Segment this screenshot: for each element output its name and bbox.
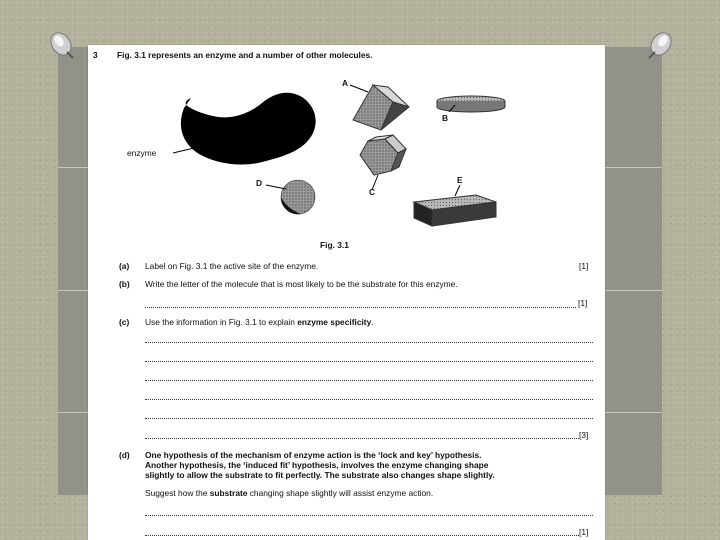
- part-b-marks: [1]: [578, 298, 588, 308]
- pushpin-right-icon: [645, 30, 675, 60]
- part-d-line-1: One hypothesis of the mechanism of enzyme action is the ‘lock and key’ hypothesis.: [145, 450, 482, 460]
- exam-sheet: [88, 45, 605, 540]
- figure-label-enzyme: enzyme: [127, 148, 157, 158]
- part-d-label: (d): [119, 450, 130, 460]
- part-d-line-3: slightly to allow the substrate to fit perfectly. The substrate also changes shape slightly.: [145, 470, 495, 480]
- part-a-label: (a): [119, 261, 130, 271]
- answer-line[interactable]: [145, 535, 579, 536]
- part-c-label: (c): [119, 317, 130, 327]
- pushpin-left-icon: [47, 30, 77, 60]
- figure-label-e: E: [457, 175, 463, 185]
- question-number: 3: [93, 50, 98, 60]
- answer-line[interactable]: [145, 342, 593, 343]
- part-b-text: Write the letter of the molecule that is most likely to be the substrate for this enzyme.: [145, 279, 458, 289]
- figure-3-1-drawing: [88, 45, 605, 245]
- part-a-text: Label on Fig. 3.1 the active site of the enzyme.: [145, 261, 319, 271]
- answer-line[interactable]: [145, 515, 593, 516]
- part-c-marks: [3]: [579, 430, 589, 440]
- part-d-line-2: Another hypothesis, the ‘induced fit’ hypothesis, involves the enzyme changing shape: [145, 460, 489, 470]
- question-intro: Fig. 3.1 represents an enzyme and a number of other molecules.: [117, 50, 373, 60]
- enzyme-pointer: [173, 148, 194, 153]
- answer-line[interactable]: [145, 307, 576, 308]
- figure-caption: Fig. 3.1: [320, 240, 349, 250]
- figure-label-c: C: [369, 187, 376, 197]
- part-d-prompt: Suggest how the substrate changing shape slightly will assist enzyme action.: [145, 488, 434, 498]
- figure-label-d: D: [256, 178, 263, 188]
- part-a-marks: [1]: [579, 261, 589, 271]
- figure-label-b: B: [442, 113, 449, 123]
- answer-line[interactable]: [145, 361, 593, 362]
- answer-line[interactable]: [145, 438, 579, 439]
- answer-line[interactable]: [145, 399, 593, 400]
- part-d-marks: [1]: [579, 527, 589, 537]
- part-c-text: Use the information in Fig. 3.1 to explain enzyme specificity.: [145, 317, 374, 327]
- enzyme-shape: [181, 93, 316, 165]
- part-b-label: (b): [119, 279, 130, 289]
- figure-label-a: A: [342, 78, 349, 88]
- answer-line[interactable]: [145, 418, 593, 419]
- answer-line[interactable]: [145, 380, 593, 381]
